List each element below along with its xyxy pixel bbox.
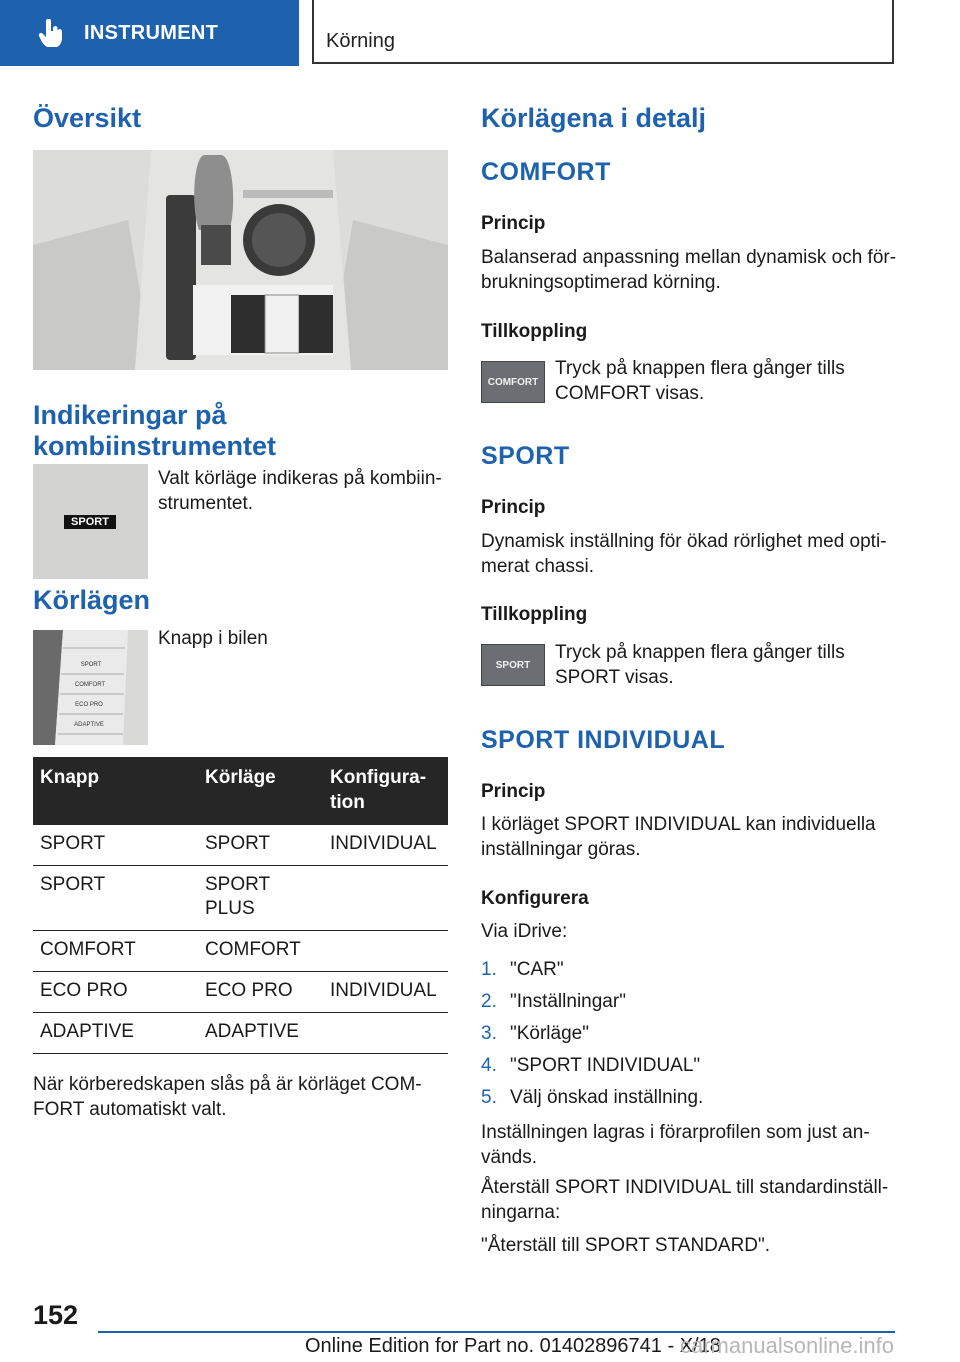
step-text: "Körläge" — [510, 1023, 589, 1044]
overview-heading: Översikt — [33, 103, 142, 133]
table-cell: SPORT — [33, 825, 198, 866]
button-label-adaptive: ADAPTIVE — [74, 722, 104, 728]
step-item — [481, 1053, 896, 1085]
sport-activation-label: Tillkoppling — [481, 604, 588, 625]
saved-profile-text: Inställningen lagras i förarprofilen som just används. — [481, 1122, 870, 1168]
pointing-hand-icon — [38, 19, 64, 47]
sport-principle-label: Princip — [481, 497, 546, 518]
sport-button-image: SPORT — [481, 644, 545, 686]
sport-principle-text: Dynamisk inställning för ökad rörlighet med optimerat chassi. — [481, 531, 887, 577]
col-header-mode: Körläge — [198, 757, 323, 825]
table-cell: ECO PRO — [33, 972, 198, 1013]
table-cell: ECO PRO — [198, 972, 323, 1013]
step-number: 2. — [481, 991, 497, 1012]
table-row — [33, 1013, 448, 1054]
table-cell: COMFORT — [198, 931, 323, 972]
table-row — [33, 972, 448, 1013]
instrument-display-photo — [33, 464, 148, 579]
button-caption: Knapp i bilen — [158, 628, 268, 649]
chapter-box — [312, 0, 894, 64]
sport-activation-text: Tryck på knappen flera gånger tills SPORT visas. — [555, 642, 845, 688]
section-tab — [0, 0, 299, 66]
comfort-principle-text: Balanserad anpassning mellan dynamisk och förbrukningsoptimerad körning. — [481, 247, 897, 293]
individual-principle-text: I körläget SPORT INDIVIDUAL kan individuella inställningar göras. — [481, 814, 876, 860]
table-row — [33, 931, 448, 972]
step-number: 5. — [481, 1087, 497, 1108]
col-header-config: Konfiguration — [323, 757, 448, 825]
step-number: 4. — [481, 1055, 497, 1076]
indications-text: Valt körläge indikeras på kombiinstrumentet. — [158, 468, 442, 514]
step-text: "Inställningar" — [510, 991, 626, 1012]
table-header-row — [33, 757, 448, 825]
step-item — [481, 957, 896, 989]
chapter-title: Körning — [326, 30, 395, 52]
table-cell: SPORT PLUS — [198, 866, 323, 931]
button-label-eco-pro: ECO PRO — [75, 702, 103, 708]
table-cell — [323, 866, 448, 931]
step-number: 1. — [481, 959, 497, 980]
mode-buttons-illustration — [33, 630, 148, 745]
table-cell: INDIVIDUAL — [323, 972, 448, 1013]
comfort-button-image: COMFORT — [481, 361, 545, 403]
sport-heading: SPORT — [481, 442, 570, 470]
details-heading: Körlägena i detalj — [481, 103, 707, 133]
page-number: 152 — [33, 1300, 79, 1330]
comfort-activation-label: Tillkoppling — [481, 321, 588, 342]
table-cell: INDIVIDUAL — [323, 825, 448, 866]
step-text: "SPORT INDIVIDUAL" — [510, 1055, 701, 1076]
watermark: carmanualsonline.info — [680, 1333, 895, 1358]
table-row — [33, 825, 448, 866]
button-label-sport: SPORT — [80, 662, 102, 668]
table-cell: ADAPTIVE — [33, 1013, 198, 1054]
configure-steps — [481, 957, 896, 1117]
configure-label: Konfigurera — [481, 888, 589, 909]
reset-instruction-text: Återställ SPORT INDIVIDUAL till standardinställningarna: — [481, 1177, 889, 1223]
individual-heading: SPORT INDIVIDUAL — [481, 726, 726, 754]
step-text: Välj önskad inställning. — [510, 1087, 704, 1108]
table-row — [33, 866, 448, 931]
table-cell — [323, 931, 448, 972]
col-header-button: Knapp — [33, 757, 198, 825]
comfort-heading: COMFORT — [481, 158, 611, 186]
mode-buttons-photo — [33, 630, 148, 745]
modes-table — [33, 757, 448, 1054]
modes-heading: Körlägen — [33, 585, 151, 615]
step-number: 3. — [481, 1023, 497, 1044]
comfort-activation-text: Tryck på knappen flera gånger tills COMFORT visas. — [555, 358, 845, 404]
section-label: INSTRUMENT — [84, 21, 219, 44]
center-console-illustration — [33, 150, 448, 370]
reset-command-text: "Återställ till SPORT STANDARD". — [481, 1235, 771, 1256]
individual-principle-label: Princip — [481, 781, 546, 802]
table-cell: SPORT — [33, 866, 198, 931]
edition-text: Online Edition for Part no. 01402896741 - X/18 — [305, 1335, 721, 1357]
comfort-principle-label: Princip — [481, 213, 546, 234]
step-text: "CAR" — [510, 959, 564, 980]
indications-heading: Indikeringar på kombiinstrumentet — [33, 400, 277, 461]
display-mode-badge: SPORT — [64, 515, 116, 529]
step-item — [481, 1085, 896, 1117]
table-cell: SPORT — [198, 825, 323, 866]
via-idrive-text: Via iDrive: — [481, 921, 568, 942]
button-label-comfort: COMFORT — [74, 682, 106, 688]
table-cell — [323, 1013, 448, 1054]
table-cell: COMFORT — [33, 931, 198, 972]
center-console-photo — [33, 150, 448, 370]
step-item — [481, 1021, 896, 1053]
table-cell: ADAPTIVE — [198, 1013, 323, 1054]
step-item — [481, 989, 896, 1021]
default-mode-note: När körberedskapen slås på är körläget COMFORT automatiskt valt. — [33, 1074, 422, 1120]
